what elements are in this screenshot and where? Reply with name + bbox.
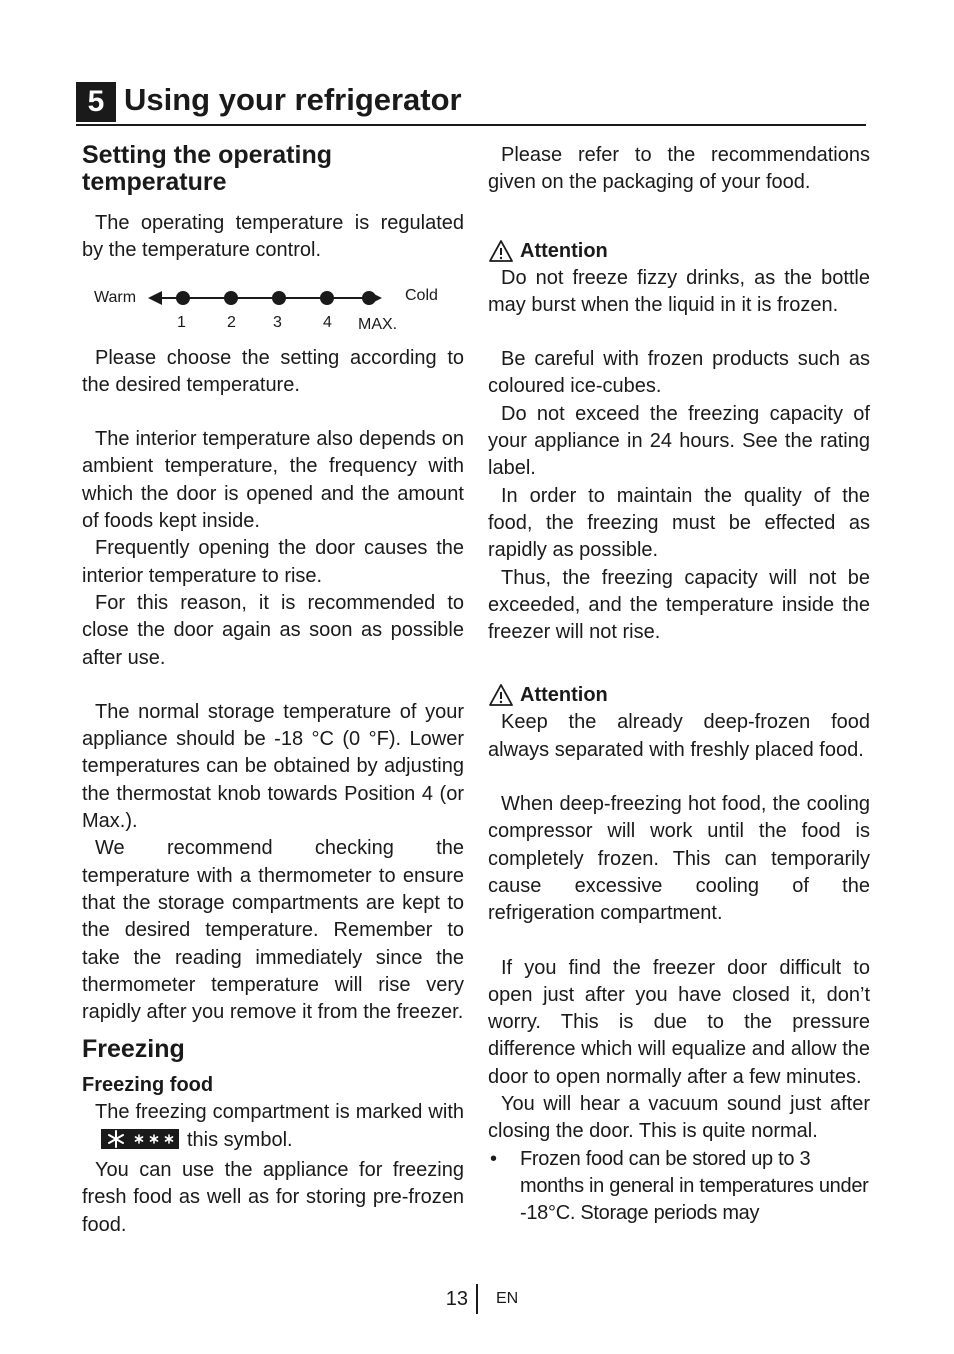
paragraph-choose: Please choose the setting according to the desired temperature. xyxy=(82,346,464,396)
warning-triangle-icon xyxy=(488,239,514,263)
paragraph-regulated: The operating temperature is regulated by the temperature control. xyxy=(82,212,464,262)
section-heading-freezing: Freezing xyxy=(82,1035,185,1064)
paragraph-fizzy-drinks: Do not freeze fizzy drinks, as the bottle may burst when the liquid in it is frozen. xyxy=(488,266,870,316)
paragraph-reason: For this reason, it is recommended to close the door again as soon as possible after use. xyxy=(82,591,464,669)
paragraph-refer-packaging: Please refer to the recommendations given on the packaging of your food. xyxy=(488,144,870,194)
dial-warm-label: Warm xyxy=(94,288,137,306)
paragraph-hot-food: When deep-freezing hot food, the cooling compressor will work until the food is completely frozen. This can temporarily cause excessive cooling of the refrigeration compartment. xyxy=(488,793,870,925)
dial-position-max: MAX. xyxy=(358,315,398,333)
dial-position-1: 1 xyxy=(177,313,186,331)
dial-position-3: 3 xyxy=(273,313,282,331)
paragraph-interior: The interior temperature also depends on ambient temperature, the frequency with which the door is opened and the amount of foods kept inside. xyxy=(82,428,464,533)
freezer-star-symbol-icon xyxy=(88,1129,179,1157)
section-heading-setting-temperature: Setting the operating temperature xyxy=(82,141,332,196)
paragraph-coloured-ice: Be careful with frozen products such as coloured ice-cubes. xyxy=(488,348,870,398)
bullet-text: Frozen food can be stored up to 3 months in general in temperatures under -18°C. Storage periods may xyxy=(520,1147,869,1225)
chapter-title: Using your refrigerator xyxy=(124,82,462,117)
paragraph-use-appliance: You can use the appliance for freezing fresh food as well as for storing pre-frozen food. xyxy=(82,1159,464,1236)
temperature-dial-diagram xyxy=(82,278,464,342)
warning-triangle-icon xyxy=(488,683,514,707)
paragraph-marked xyxy=(82,1099,464,1157)
list-item xyxy=(488,1146,870,1228)
paragraph-freezing-capacity: Do not exceed the freezing capacity of your appliance in 24 hours. See the rating label. xyxy=(488,402,870,480)
subheading-freezing-food: Freezing food xyxy=(82,1074,214,1097)
language-code: EN xyxy=(496,1290,519,1307)
paragraph-quality: In order to maintain the quality of the food, the freezing must be effected as rapidly as possible. xyxy=(488,484,870,562)
footer-divider xyxy=(476,1284,478,1314)
attention-label-1: Attention xyxy=(520,239,608,262)
chapter-header xyxy=(76,80,866,126)
attention-heading-2 xyxy=(488,681,870,709)
dial-cold-label: Cold xyxy=(405,286,438,304)
dial-position-4: 4 xyxy=(323,313,332,331)
paragraph-recommend-thermometer: We recommend checking the temperature with a thermometer to ensure that the storage compartments are kept to the desired temperature. Remember to take the reading immediately since the thermometer temperature will rise very rapidly after you remove it from the freezer. xyxy=(82,837,464,1024)
right-column xyxy=(488,142,870,1228)
attention-label-2: Attention xyxy=(520,684,608,707)
left-column xyxy=(82,142,464,1239)
attention-heading-1 xyxy=(488,237,870,265)
marked-text-end: this symbol. xyxy=(187,1128,293,1151)
dial-position-2: 2 xyxy=(227,313,236,331)
bullet-icon: • xyxy=(490,1147,497,1170)
paragraph-vacuum-sound: You will hear a vacuum sound just after closing the door. This is quite normal. xyxy=(488,1093,870,1143)
paragraph-frequent: Frequently opening the door causes the interior temperature to rise. xyxy=(82,537,464,587)
paragraph-door-difficult: If you find the freezer door difficult to open just after you have closed it, don’t worry. This is due to the pressure difference which will equalize and allow the door to open normally after a few minutes. xyxy=(488,956,870,1088)
paragraph-keep-separated: Keep the already deep-frozen food always separated with freshly placed food. xyxy=(488,711,870,761)
page-number: 13 xyxy=(445,1288,468,1310)
marked-text-start: The freezing compartment is marked with xyxy=(95,1101,464,1124)
paragraph-normal-temperature: The normal storage temperature of your appliance should be -18 °C (0 °F). Lower temperatures can be obtained by adjusting the thermostat knob towards Position 4 (or Max.). xyxy=(82,700,464,833)
paragraph-thus: Thus, the freezing capacity will not be exceeded, and the temperature inside the freezer will not rise. xyxy=(488,566,870,644)
chapter-number: 5 xyxy=(76,82,116,122)
